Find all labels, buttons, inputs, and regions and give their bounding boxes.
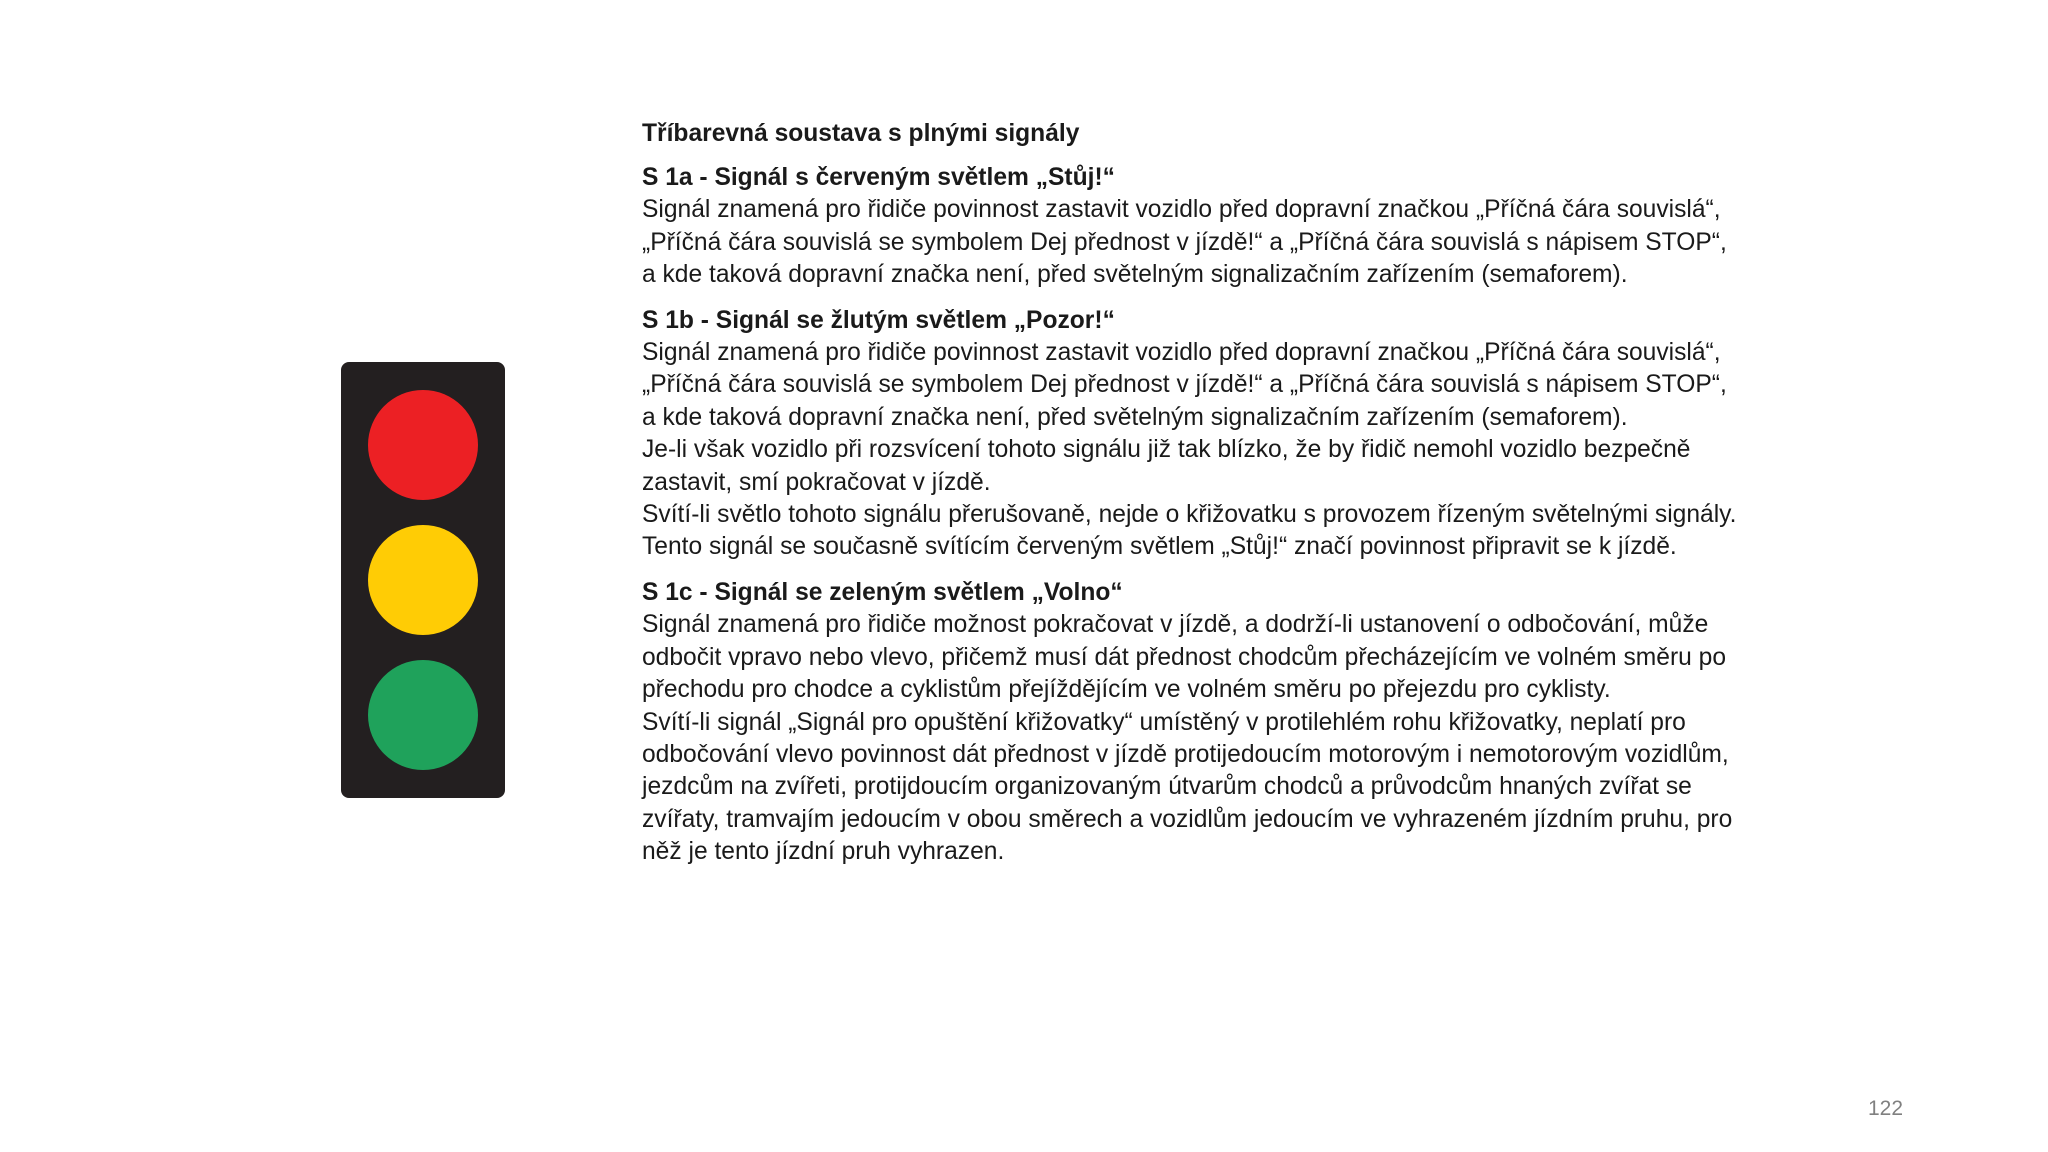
section-heading: S 1c - Signál se zeleným světlem „Volno“	[642, 578, 1123, 606]
yellow-lamp-icon	[368, 525, 478, 635]
page-number: 122	[1868, 1097, 1904, 1120]
paragraph: Svítí-li signál „Signál pro opuštění křižovatky“ umístěný v protilehlém rohu křižovatky, neplatí pro odbočování vlevo povinnost dát přednost v jízdě protijedoucím motorovým i nemotorovým vozidlům, jezdcům na zvířeti, protijdoucím organizovaným útvarům chodců a průvodcům hnaných zvířat se zvířaty, tramvajím jedoucím v obou směrech a vozidlům jedoucím ve vyhrazeném jízdním pruhu, pro něž je tento jízdní pruh vyhrazen.	[642, 708, 1733, 866]
paragraph: Signál znamená pro řidiče povinnost zastavit vozidlo před dopravní značkou „Příčná čára souvislá“, „Příčná čára souvislá se symbolem Dej přednost v jízdě!“ a „Příčná čára souvislá s nápisem STOP“, a kde taková dopravní značka není, před světelným signalizačním zařízením (semaforem).	[642, 196, 1727, 289]
document-title: Tříbarevná soustava s plnými signály	[642, 120, 1080, 147]
traffic-light-icon	[341, 362, 505, 798]
section-heading: S 1b - Signál se žlutým světlem „Pozor!“	[642, 306, 1115, 334]
red-lamp-icon	[368, 390, 478, 500]
document-body	[642, 118, 1742, 882]
section-s1a	[642, 162, 1742, 292]
paragraph: Signál znamená pro řidiče povinnost zastavit vozidlo před dopravní značkou „Příčná čára souvislá“, „Příčná čára souvislá se symbolem Dej přednost v jízdě!“ a „Příčná čára souvislá s nápisem STOP“, a kde taková dopravní značka není, před světelným signalizačním zařízením (semaforem).	[642, 339, 1727, 431]
paragraph: Svítí-li světlo tohoto signálu přerušovaně, nejde o křižovatku s provozem řízeným světelnými signály.	[642, 501, 1737, 529]
section-s1b	[642, 305, 1742, 564]
section-s1c	[642, 577, 1742, 869]
paragraph: Je-li však vozidlo při rozsvícení tohoto signálu již tak blízko, že by řidič nemohl vozidlo bezpečně zastavit, smí pokračovat v jízdě.	[642, 436, 1691, 496]
paragraph: Signál znamená pro řidiče možnost pokračovat v jízdě, a dodrží-li ustanovení o odbočování, může odbočit vpravo nebo vlevo, přičemž musí dát přednost chodcům přecházejícím ve volném směru po přechodu pro chodce a cyklistům přejíždějícím ve volném směru po přejezdu pro cyklisty.	[642, 611, 1727, 704]
paragraph: Tento signál se současně svítícím červeným světlem „Stůj!“ značí povinnost připravit se k jízdě.	[642, 533, 1677, 561]
section-heading: S 1a - Signál s červeným světlem „Stůj!“	[642, 164, 1115, 191]
green-lamp-icon	[368, 660, 478, 770]
